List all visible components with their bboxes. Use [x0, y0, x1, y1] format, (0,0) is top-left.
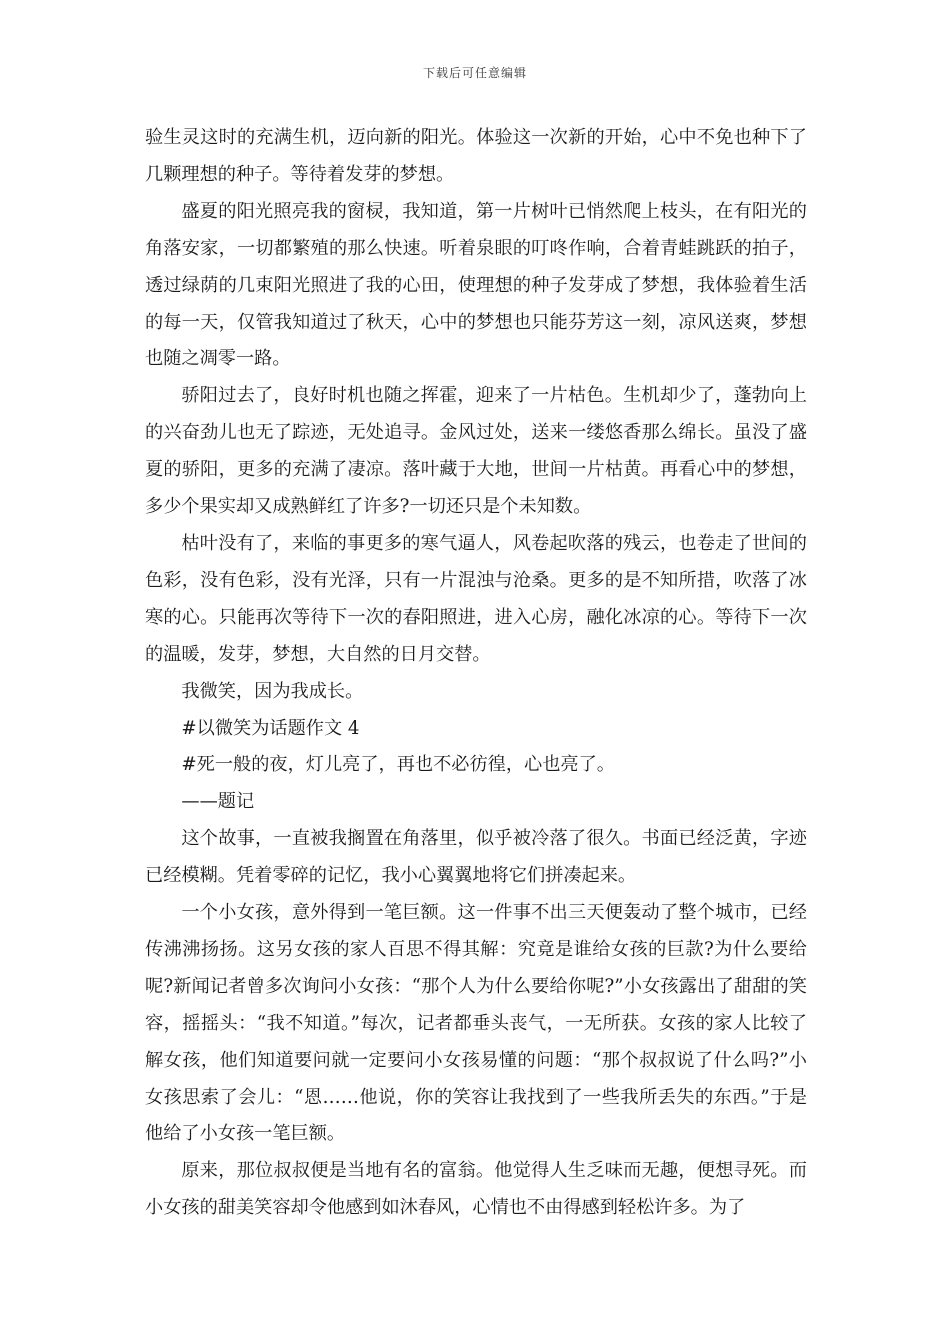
- paragraph-3: 骄阳过去了，良好时机也随之挥霍，迎来了一片枯色。生机却少了，蓬勃向上的兴奋劲儿也无了踪迹，无处追寻。金风过处，送来一缕悠香那么绵长。虽没了盛夏的骄阳，更多的充满了凄凉。落叶藏于大地，世间一片枯黄。再看心中的梦想，多少个果实却又成熟鲜红了许多?一切还只是个未知数。: [145, 385, 807, 518]
- paragraph-9: 这个故事，一直被我搁置在角落里，似乎被冷落了很久。书面已经泛黄，字迹已经模糊。凭着零碎的记忆，我小心翼翼地将它们拼凑起来。: [145, 828, 807, 887]
- paragraph-2: 盛夏的阳光照亮我的窗棂，我知道，第一片树叶已悄然爬上枝头，在有阳光的角落安家，一切都繁殖的那么快速。听着泉眼的叮咚作响，合着青蛙跳跃的拍子，透过绿荫的几束阳光照进了我的心田，使理想的种子发芽成了梦想，我体验着生活的每一天，仅管我知道过了秋天，心中的梦想也只能芬芳这一刻，凉风送爽，梦想也随之凋零一路。: [145, 200, 807, 370]
- document-body: [145, 120, 807, 1227]
- paragraph-10: 一个小女孩，意外得到一笔巨额。这一件事不出三天便轰动了整个城市，已经传沸沸扬扬。这另女孩的家人百思不得其解：究竟是谁给女孩的巨款?为什么要给呢?新闻记者曾多次询问小女孩：“那个人为什么要给你呢?”小女孩露出了甜甜的笑容，摇摇头：“我不知道。”每次，记者都垂头丧气，一无所获。女孩的家人比较了解女孩，他们知道要问就一定要问小女孩易懂的问题：“那个叔叔说了什么吗?”小女孩思索了会儿：“恩……他说，你的笑容让我找到了一些我所丢失的东西。”于是他给了小女孩一笔巨额。: [145, 902, 807, 1145]
- paragraph-1: 验生灵这时的充满生机，迈向新的阳光。体验这一次新的开始，心中不免也种下了几颗理想的种子。等待着发芽的梦想。: [145, 127, 807, 185]
- paragraph-4: 枯叶没有了，来临的事更多的寒气逼人，风卷起吹落的残云，也卷走了世间的色彩，没有色彩，没有光泽，只有一片混浊与沧桑。更多的是不知所措，吹落了冰寒的心。只能再次等待下一次的春阳照进，进入心房，融化冰凉的心。等待下一次的温暖，发芽，梦想，大自然的日月交替。: [145, 532, 807, 665]
- epigraph-attribution: ——题记: [181, 791, 255, 813]
- epigraph: #死一般的夜，灯儿亮了，再也不必彷徨，心也亮了。: [181, 754, 615, 776]
- section-heading: #以微笑为话题作文 4: [181, 717, 360, 739]
- paragraph-5: 我微笑，因为我成长。: [181, 680, 364, 702]
- paragraph-11: 原来，那位叔叔便是当地有名的富翁。他觉得人生乏味而无趣，便想寻死。而小女孩的甜美笑容却令他感到如沐春风，心情也不由得感到轻松许多。为了: [145, 1160, 807, 1219]
- page-header: 下载后可任意编辑: [422, 66, 527, 80]
